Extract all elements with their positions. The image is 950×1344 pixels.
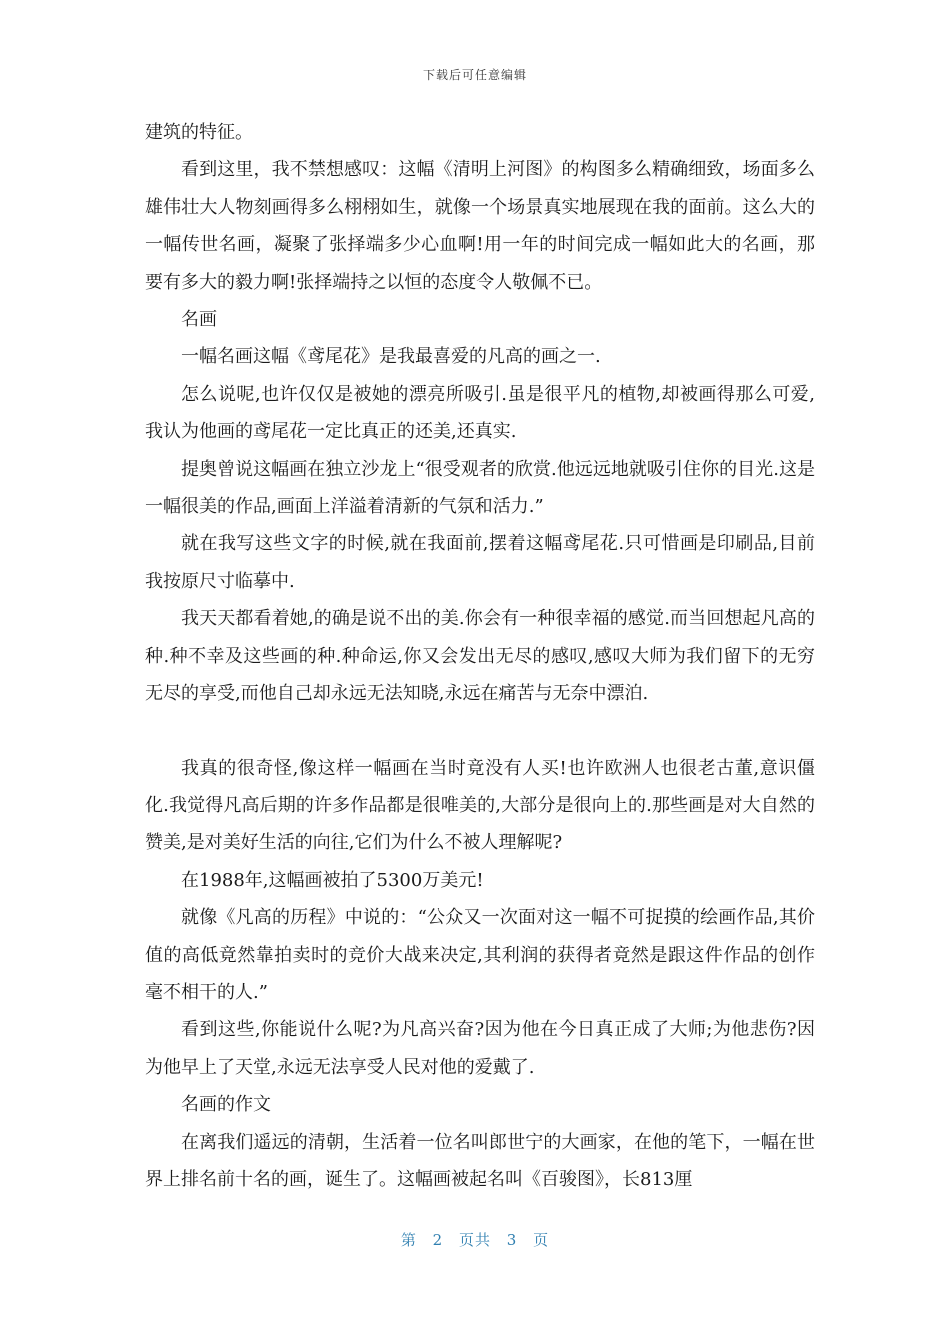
section-title: 名画的作文 xyxy=(181,1094,271,1116)
page-number-footer: 第 2 页共 3 页 xyxy=(400,1231,550,1249)
paragraph: 就像《凡高的历程》中说的：“公众又一次面对这一幅不可捉摸的绘画作品,其价值的高低竟然靠拍卖时的竞价大战来决定,其利润的获得者竟然是跟这件作品的创作毫不相干的人.” xyxy=(145,907,815,1003)
paragraph: 看到这里，我不禁想感叹：这幅《清明上河图》的构图多么精确细致，场面多么雄伟壮大人物刻画得多么栩栩如生，就像一个场景真实地展现在我的面前。这么大的一幅传世名画，凝聚了张择端多少心血啊!用一年的时间完成一幅如此大的名画，那要有多大的毅力啊!张择端持之以恒的态度令人敬佩不已。 xyxy=(145,159,815,293)
paragraph: 提奥曾说这幅画在独立沙龙上“很受观者的欣赏.他远远地就吸引住你的目光.这是一幅很美的作品,画面上洋溢着清新的气氛和活力.” xyxy=(145,458,815,518)
paragraph: 我天天都看着她,的确是说不出的美.你会有一种很幸福的感觉.而当回想起凡高的种.种不幸及这些画的种.种命运,你又会发出无尽的感叹,感叹大师为我们留下的无穷无尽的享受,而他自己却永远无法知晓,永远在痛苦与无奈中漂泊. xyxy=(145,608,815,705)
paragraph: 在离我们遥远的清朝，生活着一位名叫郎世宁的大画家，在他的笔下，一幅在世界上排名前十名的画，诞生了。这幅画被起名叫《百骏图》，长813厘 xyxy=(145,1131,815,1190)
paragraph: 建筑的特征。 xyxy=(145,122,253,143)
paragraph: 就在我写这些文字的时候,就在我面前,摆着这幅鸢尾花.只可惜画是印刷品,目前我按原尺寸临摹中. xyxy=(145,533,815,592)
paragraph: 看到这些,你能说什么呢?为凡高兴奋?因为他在今日真正成了大师;为他悲伤?因为他早上了天堂,永远无法享受人民对他的爱戴了. xyxy=(145,1019,815,1078)
page-header: 下载后可任意编辑 xyxy=(422,68,527,82)
section-title: 名画 xyxy=(181,309,217,331)
paragraph: 怎么说呢,也许仅仅是被她的漂亮所吸引.虽是很平凡的植物,却被画得那么可爱,我认为他画的鸢尾花一定比真正的还美,还真实. xyxy=(145,383,815,443)
paragraph-gap xyxy=(145,713,815,750)
document-body xyxy=(145,114,815,1198)
paragraph: 在1988年,这幅画被拍了5300万美元! xyxy=(181,869,484,891)
paragraph: 一幅名画这幅《鸢尾花》是我最喜爱的凡高的画之一. xyxy=(181,346,601,368)
paragraph: 我真的很奇怪,像这样一幅画在当时竟没有人买!也许欧洲人也很老古董,意识僵化.我觉得凡高后期的许多作品都是很唯美的,大部分是很向上的.那些画是对大自然的赞美,是对美好生活的向往,它们为什么不被人理解呢? xyxy=(145,757,815,854)
